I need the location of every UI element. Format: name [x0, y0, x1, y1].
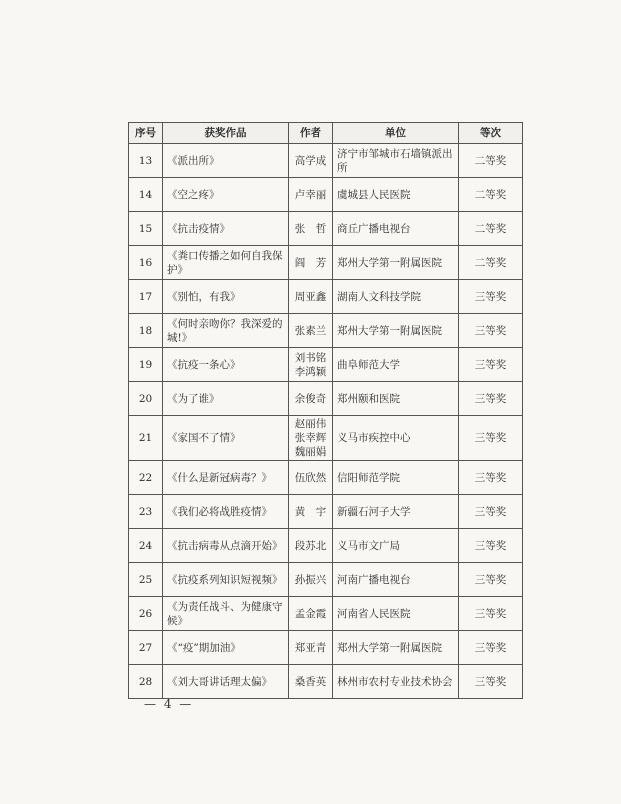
work-title: 《粪口传播之如何自我保护》 — [163, 246, 289, 280]
row-number: 23 — [129, 495, 163, 529]
author-name: 张 哲 — [294, 222, 327, 235]
row-number: 15 — [129, 212, 163, 246]
unit-name: 郑州大学第一附属医院 — [333, 631, 459, 665]
author-name: 黄 宇 — [294, 505, 327, 518]
author-cell — [289, 382, 333, 416]
author-name: 余俊奇 — [294, 392, 327, 405]
row-number: 24 — [129, 529, 163, 563]
header-work: 获奖作品 — [163, 123, 289, 144]
prize-level: 三等奖 — [459, 665, 523, 699]
unit-name: 信阳师范学院 — [333, 461, 459, 495]
work-title: 《抗疫系列知识短视频》 — [163, 563, 289, 597]
author-name: 周亚鑫 — [294, 290, 327, 303]
prize-level: 三等奖 — [459, 529, 523, 563]
work-title: 《派出所》 — [163, 144, 289, 178]
work-title: 《刘大哥讲话理太偏》 — [163, 665, 289, 699]
prize-level: 三等奖 — [459, 382, 523, 416]
author-cell — [289, 495, 333, 529]
row-number: 14 — [129, 178, 163, 212]
table-row — [129, 529, 523, 563]
author-name: 伍欣然 — [294, 471, 327, 484]
table-row — [129, 280, 523, 314]
author-name: 桑香英 — [294, 675, 327, 688]
author-cell — [289, 597, 333, 631]
author-cell — [289, 348, 333, 382]
unit-name: 郑州大学第一附属医院 — [333, 246, 459, 280]
author-cell — [289, 144, 333, 178]
row-number: 17 — [129, 280, 163, 314]
author-name: 段苏北 — [294, 539, 327, 552]
row-number: 13 — [129, 144, 163, 178]
row-number: 27 — [129, 631, 163, 665]
unit-name: 济宁市邹城市石墙镇派出所 — [333, 144, 459, 178]
author-cell — [289, 631, 333, 665]
unit-name: 林州市农村专业技术协会 — [333, 665, 459, 699]
table-row — [129, 416, 523, 461]
table-header-row — [129, 123, 523, 144]
header-no: 序号 — [129, 123, 163, 144]
author-cell — [289, 246, 333, 280]
unit-name: 河南省人民医院 — [333, 597, 459, 631]
row-number: 16 — [129, 246, 163, 280]
author-name: 李鸿颖 — [294, 365, 327, 378]
table-row — [129, 178, 523, 212]
unit-name: 湖南人文科技学院 — [333, 280, 459, 314]
prize-level: 二等奖 — [459, 212, 523, 246]
unit-name: 河南广播电视台 — [333, 563, 459, 597]
row-number: 18 — [129, 314, 163, 348]
row-number: 25 — [129, 563, 163, 597]
prize-level: 三等奖 — [459, 631, 523, 665]
author-cell — [289, 461, 333, 495]
author-cell — [289, 529, 333, 563]
unit-name: 郑州颐和医院 — [333, 382, 459, 416]
page-number: — 4 — — [144, 697, 194, 711]
unit-name: 虞城县人民医院 — [333, 178, 459, 212]
table-row — [129, 461, 523, 495]
prize-level: 二等奖 — [459, 178, 523, 212]
table-row — [129, 212, 523, 246]
prize-level: 三等奖 — [459, 563, 523, 597]
author-cell — [289, 212, 333, 246]
author-name: 阎 芳 — [294, 256, 327, 269]
table-row — [129, 665, 523, 699]
work-title: 《别怕，有我》 — [163, 280, 289, 314]
author-name: 魏丽娟 — [294, 446, 327, 458]
table-row — [129, 563, 523, 597]
unit-name: 商丘广播电视台 — [333, 212, 459, 246]
author-cell — [289, 314, 333, 348]
author-name: 郑亚青 — [294, 641, 327, 654]
unit-name: 义马市文广局 — [333, 529, 459, 563]
awards-table — [128, 122, 523, 699]
work-title: 《家国不了情》 — [163, 416, 289, 461]
row-number: 22 — [129, 461, 163, 495]
table-row — [129, 597, 523, 631]
author-cell — [289, 178, 333, 212]
table-row — [129, 631, 523, 665]
unit-name: 义马市疾控中心 — [333, 416, 459, 461]
unit-name: 郑州大学第一附属医院 — [333, 314, 459, 348]
author-name: 赵丽伟 — [294, 418, 327, 430]
row-number: 28 — [129, 665, 163, 699]
author-name: 刘书铭 — [294, 351, 327, 364]
table-row — [129, 495, 523, 529]
table-row — [129, 382, 523, 416]
prize-level: 三等奖 — [459, 280, 523, 314]
row-number: 19 — [129, 348, 163, 382]
author-name: 孙振兴 — [294, 573, 327, 586]
unit-name: 曲阜师范大学 — [333, 348, 459, 382]
author-cell — [289, 416, 333, 461]
header-prize: 等次 — [459, 123, 523, 144]
header-author: 作者 — [289, 123, 333, 144]
prize-level: 二等奖 — [459, 246, 523, 280]
work-title: 《抗击疫情》 — [163, 212, 289, 246]
prize-level: 三等奖 — [459, 597, 523, 631]
author-cell — [289, 280, 333, 314]
prize-level: 三等奖 — [459, 416, 523, 461]
author-name: 张素兰 — [294, 324, 327, 337]
author-name: 卢幸丽 — [294, 188, 327, 201]
table-body — [129, 144, 523, 699]
unit-name: 新疆石河子大学 — [333, 495, 459, 529]
table-row — [129, 246, 523, 280]
prize-level: 三等奖 — [459, 314, 523, 348]
work-title: 《空之疼》 — [163, 178, 289, 212]
work-title: 《抗疫一条心》 — [163, 348, 289, 382]
row-number: 26 — [129, 597, 163, 631]
author-name: 高学成 — [294, 154, 327, 167]
row-number: 21 — [129, 416, 163, 461]
work-title: 《抗击病毒从点滴开始》 — [163, 529, 289, 563]
work-title: 《何时亲吻你？我深爱的城!》 — [163, 314, 289, 348]
author-name: 张幸辉 — [294, 432, 327, 444]
work-title: 《什么是新冠病毒？》 — [163, 461, 289, 495]
work-title: 《为责任战斗、为健康守候》 — [163, 597, 289, 631]
table-row — [129, 314, 523, 348]
prize-level: 三等奖 — [459, 348, 523, 382]
table-row — [129, 348, 523, 382]
work-title: 《我们必将战胜疫情》 — [163, 495, 289, 529]
prize-level: 二等奖 — [459, 144, 523, 178]
table-row — [129, 144, 523, 178]
header-unit: 单位 — [333, 123, 459, 144]
author-name: 孟金霞 — [294, 607, 327, 620]
work-title: 《为了谁》 — [163, 382, 289, 416]
prize-level: 三等奖 — [459, 495, 523, 529]
prize-level: 三等奖 — [459, 461, 523, 495]
author-cell — [289, 665, 333, 699]
work-title: 《“疫”期加油》 — [163, 631, 289, 665]
author-cell — [289, 563, 333, 597]
row-number: 20 — [129, 382, 163, 416]
